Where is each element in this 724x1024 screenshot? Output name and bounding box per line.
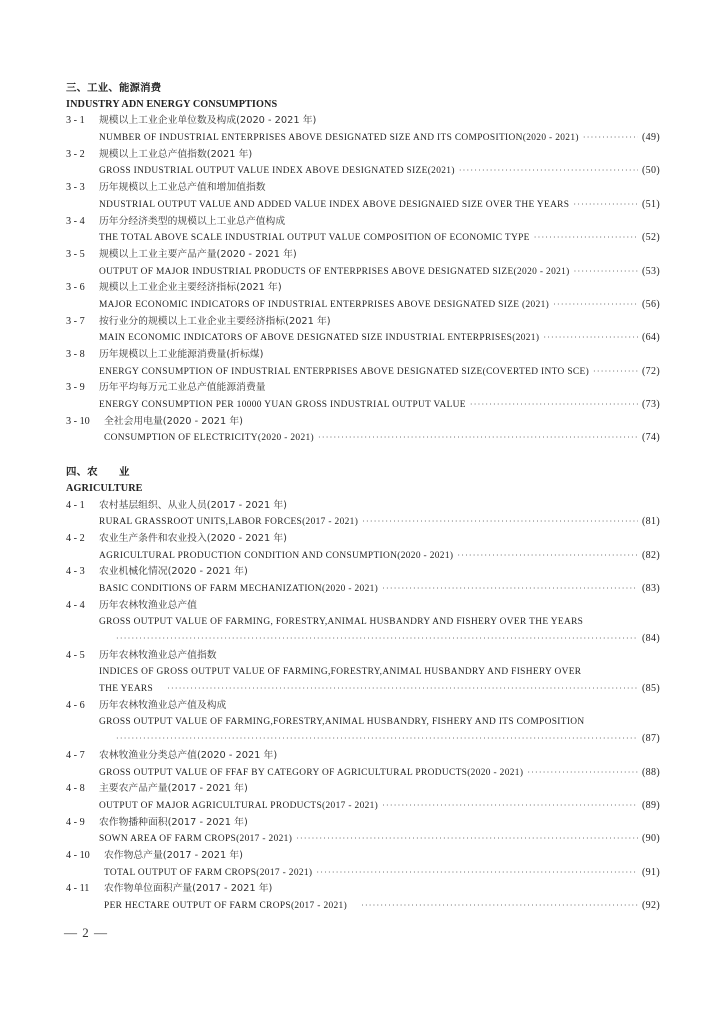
leader-dots (459, 163, 638, 180)
entry-title-cn: 农作物单位面积产量(2017 - 2021 年) (104, 883, 273, 895)
entry-title-cn: 主要农产品产量(2017 - 2021 年) (99, 783, 248, 795)
entry-title-en: INDICES OF GROSS OUTPUT VALUE OF FARMING,FORESTRY,ANIMAL HUSBANDRY AND FISHERY OVER (99, 667, 582, 678)
leader-dots (167, 681, 638, 698)
toc-entry[interactable] (66, 531, 660, 564)
leader-dots (382, 798, 638, 815)
page-ref: (73) (641, 399, 660, 411)
entry-number: 4 - 2 (66, 532, 85, 544)
entry-title-en: GROSS INDUSTRIAL OUTPUT VALUE INDEX ABOVE DESIGNATED SIZE(2021) (99, 166, 455, 177)
leader-dots (382, 581, 638, 598)
entry-title-cn: 规模以上工业企业单位数及构成(2020 - 2021 年) (99, 115, 317, 127)
page-ref: (81) (641, 516, 660, 528)
page-ref: (52) (641, 232, 660, 244)
entry-title-en: THE TOTAL ABOVE SCALE INDUSTRIAL OUTPUT VALUE COMPOSITION OF ECONOMIC TYPE (99, 233, 530, 244)
entry-title-en: AGRICULTURAL PRODUCTION CONDITION AND CONSUMPTION(2020 - 2021) (99, 550, 454, 561)
entry-number: 3 - 5 (66, 248, 85, 260)
toc-entry[interactable] (66, 698, 660, 748)
entry-number: 3 - 6 (66, 282, 85, 294)
entry-title-cn: 农林牧渔业分类总产值(2020 - 2021 年) (99, 749, 278, 761)
entry-title-cn: 规模以上工业企业主要经济指标(2021 年) (99, 282, 282, 294)
entry-number: 3 - 10 (66, 415, 90, 427)
entry-number: 4 - 6 (66, 699, 85, 711)
leader-dots (583, 130, 638, 147)
entry-title-en: PER HECTARE OUTPUT OF FARM CROPS(2017 - 2021) (104, 901, 348, 911)
entry-number: 3 - 8 (66, 349, 85, 360)
leader-dots (457, 548, 638, 565)
entry-title-en-cont: THE YEARS (99, 684, 154, 695)
entry-number: 4 - 5 (66, 649, 85, 661)
entry-title-cn: 农作物总产量(2017 - 2021 年) (104, 849, 243, 861)
entry-title-cn: 农村基层组织、从业人员(2017 - 2021 年) (99, 499, 287, 511)
toc-entry[interactable] (66, 113, 660, 146)
entry-title-cn: 规模以上工业总产值指数(2021 年) (99, 148, 253, 160)
entry-number: 4 - 4 (66, 599, 85, 611)
leader-dots (361, 898, 638, 915)
entry-title-cn: 历年规模以上工业总产值和增加值指数 (99, 182, 266, 194)
page-ref: (92) (641, 900, 660, 911)
toc-entry[interactable] (66, 180, 660, 213)
toc-entry[interactable] (66, 214, 660, 247)
leader-dots (593, 364, 638, 381)
entry-title-cn: 按行业分的规模以上工业企业主要经济指标(2021 年) (99, 315, 331, 327)
entry-title-en: RURAL GRASSROOT UNITS,LABOR FORCES(2017 - 2021) (99, 517, 359, 528)
entry-number: 4 - 8 (66, 783, 85, 795)
entry-number: 4 - 7 (66, 749, 85, 761)
leader-dots (296, 831, 638, 848)
leader-dots (527, 765, 638, 782)
toc-entry[interactable] (66, 280, 660, 313)
entry-title-cn: 历年农林牧渔业总产值及构成 (99, 699, 227, 711)
page-ref: (89) (641, 799, 660, 811)
entry-title-en: GROSS OUTPUT VALUE OF FARMING, FORESTRY,ANIMAL HUSBANDRY AND FISHERY OVER THE YEARS (99, 617, 584, 628)
entry-number: 4 - 11 (66, 883, 90, 895)
entry-title-en: ENERGY CONSUMPTION OF INDUSTRIAL ENTERPRISES ABOVE DESIGNATED SIZE(COVERTED INTO SCE) (99, 366, 590, 377)
leader-dots (534, 230, 638, 247)
entry-title-en: MAJOR ECONOMIC INDICATORS OF INDUSTRIAL ENTERPRISES ABOVE DESIGNATED SIZE (2021) (99, 299, 550, 310)
entry-title-cn: 历年平均每万元工业总产值能源消费量 (99, 382, 266, 394)
section-title-en: AGRICULTURE (66, 482, 143, 494)
page-ref: (56) (641, 298, 660, 310)
entry-title-en: CONSUMPTION OF ELECTRICITY(2020 - 2021) (104, 433, 314, 444)
toc-entry[interactable] (66, 881, 660, 914)
leader-dots (316, 865, 638, 882)
leader-dots (362, 514, 638, 531)
entry-number: 4 - 1 (66, 499, 85, 511)
leader-dots (543, 330, 638, 347)
entry-title-en: NUMBER OF INDUSTRIAL ENTERPRISES ABOVE DESIGNATED SIZE AND ITS COMPOSITION(2020 - 2021) (99, 133, 579, 144)
entry-number: 3 - 4 (66, 215, 85, 227)
page-number: — 2 — (64, 925, 108, 940)
entry-title-cn: 农业机械化情况(2020 - 2021 年) (99, 566, 248, 578)
leader-dots (470, 397, 638, 414)
entry-number: 4 - 3 (66, 566, 85, 578)
toc-entry[interactable] (66, 347, 660, 380)
section-title-en: INDUSTRY ADN ENERGY CONSUMPTIONS (66, 98, 278, 110)
toc-entry[interactable] (66, 380, 660, 413)
entry-number: 3 - 1 (66, 115, 85, 127)
table-of-contents (66, 80, 660, 915)
page-ref: (91) (641, 866, 660, 878)
entry-title-en: OUTPUT OF MAJOR INDUSTRIAL PRODUCTS OF ENTERPRISES ABOVE DESIGNATED SIZE(2020 - 2021) (99, 266, 570, 277)
page-ref: (88) (641, 766, 660, 778)
toc-entry[interactable] (66, 314, 660, 347)
page-ref: (87) (641, 733, 660, 745)
entry-title-cn: 历年农林牧渔业总产值指数 (99, 649, 217, 661)
toc-entry[interactable] (66, 414, 660, 447)
entry-title-en: ENERGY CONSUMPTION PER 10000 YUAN GROSS INDUSTRIAL OUTPUT VALUE (99, 400, 466, 411)
leader-dots (573, 197, 638, 214)
page-ref: (82) (641, 549, 660, 561)
page-ref: (74) (641, 432, 660, 444)
toc-entry[interactable] (66, 247, 660, 280)
entry-number: 3 - 7 (66, 315, 85, 327)
section-title-cn: 四、农 业 (66, 466, 130, 479)
entry-number: 4 - 10 (66, 849, 90, 861)
toc-entry[interactable] (66, 598, 660, 648)
entry-title-cn: 农业生产条件和农业投入(2020 - 2021 年) (99, 532, 287, 544)
entry-number: 3 - 2 (66, 148, 85, 160)
page-ref: (84) (641, 633, 660, 644)
entry-title-en: OUTPUT OF MAJOR AGRICULTURAL PRODUCTS(2017 - 2021) (99, 800, 379, 811)
page-ref: (85) (641, 683, 660, 695)
leader-dots (318, 430, 638, 447)
leader-dots (553, 297, 638, 314)
entry-title-cn: 农作物播种面积(2017 - 2021 年) (99, 816, 248, 828)
entry-title-cn: 规模以上工业主要产品产量(2020 - 2021 年) (99, 248, 297, 260)
toc-entry[interactable] (66, 848, 660, 881)
leader-dots (574, 264, 638, 281)
toc-entry[interactable] (66, 147, 660, 180)
entry-title-en: TOTAL OUTPUT OF FARM CROPS(2017 - 2021) (104, 867, 313, 878)
toc-entry[interactable] (66, 648, 660, 698)
page-ref: (90) (641, 833, 660, 845)
entry-number: 3 - 3 (66, 182, 85, 194)
toc-entry[interactable] (66, 748, 660, 781)
entry-title-cn: 历年规模以上工业能源消费量(折标煤) (99, 349, 264, 360)
page-ref: (53) (641, 265, 660, 277)
entry-title-cn: 全社会用电量(2020 - 2021 年) (104, 415, 243, 427)
toc-entry[interactable] (66, 498, 660, 531)
page-ref: (49) (641, 132, 660, 144)
toc-entry[interactable] (66, 781, 660, 814)
entry-title-cn: 历年农林牧渔业总产值 (99, 599, 197, 611)
entry-number: 4 - 9 (66, 816, 85, 828)
entry-title-en: NDUSTRIAL OUTPUT VALUE AND ADDED VALUE INDEX ABOVE DESIGNAIED SIZE OVER THE YEARS (99, 199, 570, 210)
page-ref: (51) (641, 198, 660, 210)
page-ref: (50) (641, 165, 660, 177)
toc-entry[interactable] (66, 564, 660, 597)
entry-title-cn: 历年分经济类型的规模以上工业总产值构成 (99, 215, 286, 227)
entry-title-en: BASIC CONDITIONS OF FARM MECHANIZATION(2020 - 2021) (99, 583, 379, 594)
section-title-cn: 三、工业、能源消费 (66, 82, 162, 94)
entry-title-en: SOWN AREA OF FARM CROPS(2017 - 2021) (99, 834, 293, 845)
page-ref: (72) (641, 365, 660, 377)
leader-dots (116, 731, 638, 748)
entry-number: 3 - 9 (66, 382, 85, 394)
entry-title-en: GROSS OUTPUT VALUE OF FARMING,FORESTRY,ANIMAL HUSBANDRY, FISHERY AND ITS COMPOSITION (99, 717, 585, 728)
leader-dots (116, 631, 638, 648)
page-ref: (64) (641, 332, 660, 344)
entry-title-en: MAIN ECONOMIC INDICATORS OF ABOVE DESIGNATED SIZE INDUSTRIAL ENTERPRISES(2021) (99, 333, 540, 344)
page-ref: (83) (641, 582, 660, 594)
entry-title-en: GROSS OUTPUT VALUE OF FFAF BY CATEGORY OF AGRICULTURAL PRODUCTS(2020 - 2021) (99, 767, 524, 778)
toc-entry[interactable] (66, 815, 660, 848)
